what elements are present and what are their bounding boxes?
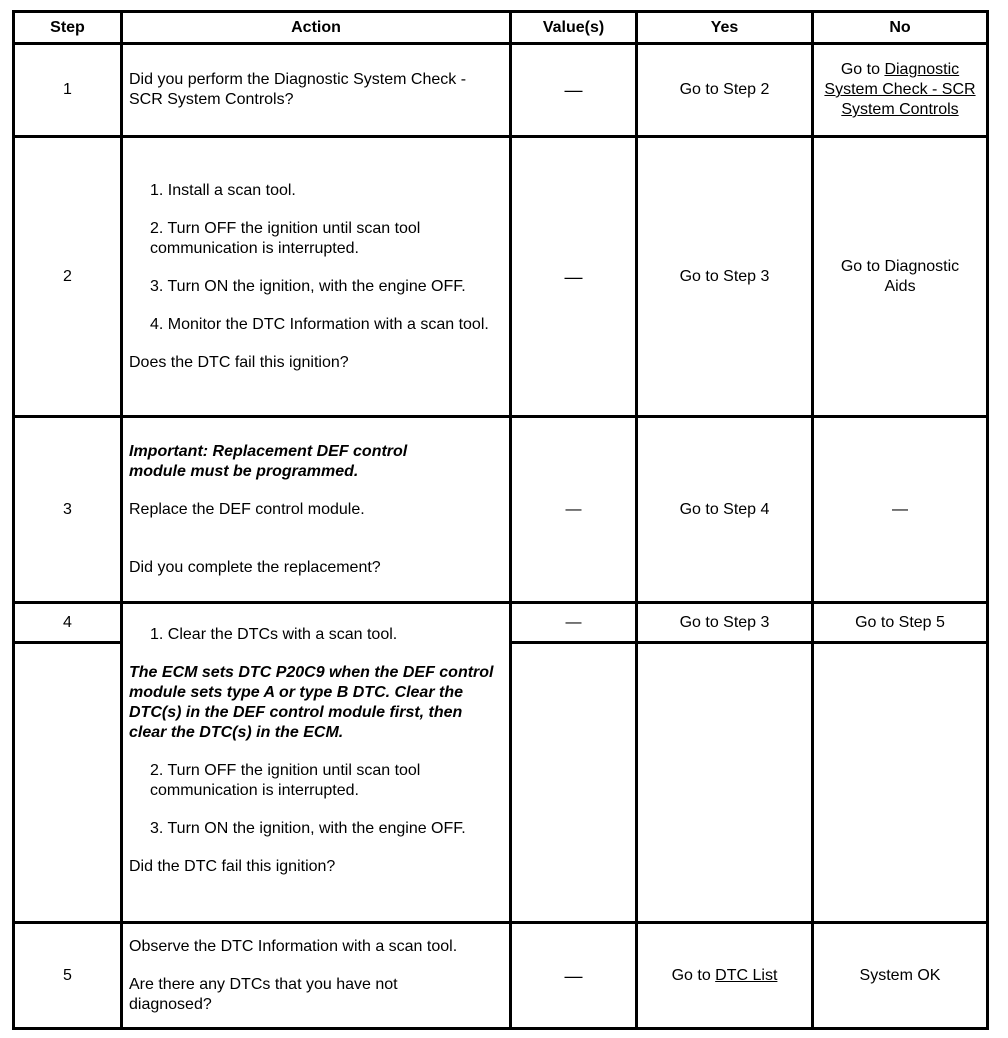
- action-cell: [122, 137, 511, 417]
- step-number: 3: [14, 417, 122, 603]
- dtc-list-link[interactable]: DTC List: [715, 966, 778, 984]
- action-item-3: 3. Turn ON the ignition, with the engine OFF.: [150, 277, 466, 295]
- value-cell: —: [511, 137, 637, 417]
- action-cell: [122, 923, 511, 1029]
- action-item-1: 1. Install a scan tool.: [150, 181, 296, 199]
- step-number: 2: [14, 137, 122, 417]
- value-cell: —: [511, 417, 637, 603]
- no-cell: [813, 44, 988, 137]
- header-yes: Yes: [637, 12, 813, 44]
- yes-prefix: Go to: [671, 966, 716, 984]
- no-cell: Go to Diagnostic Aids: [813, 137, 988, 417]
- action-question: Did you complete the replacement?: [129, 558, 381, 576]
- table-row-step-1: [14, 44, 988, 137]
- value-cell: —: [511, 603, 637, 643]
- no-cell: System OK: [813, 923, 988, 1029]
- yes-cell: [637, 923, 813, 1029]
- table-row-step-4: [14, 603, 988, 643]
- no-cell: —: [813, 417, 988, 603]
- empty-cell: [511, 643, 637, 923]
- action-line: Observe the DTC Information with a scan tool.: [129, 937, 458, 955]
- step-number: 5: [14, 923, 122, 1029]
- header-values: Value(s): [511, 12, 637, 44]
- action-item-2: 2. Turn OFF the ignition until scan tool communication is interrupted.: [150, 219, 421, 257]
- action-item-1: 1. Clear the DTCs with a scan tool.: [150, 626, 398, 643]
- important-note: Important: Replacement DEF control module must be programmed.: [129, 442, 408, 480]
- step-number: 4: [14, 603, 122, 643]
- action-question: Does the DTC fail this ignition?: [129, 353, 349, 371]
- yes-cell: Go to Step 3: [637, 137, 813, 417]
- empty-cell: [637, 643, 813, 923]
- yes-cell: Go to Step 3: [637, 603, 813, 643]
- action-item-3: 3. Turn ON the ignition, with the engine OFF.: [150, 820, 466, 837]
- header-step: Step: [14, 12, 122, 44]
- table-row-step-3: [14, 417, 988, 603]
- diagnostic-table-container: [12, 10, 989, 1030]
- header-action: Action: [122, 12, 511, 44]
- yes-cell: Go to Step 2: [637, 44, 813, 137]
- action-cell: [122, 44, 511, 137]
- yes-cell: Go to Step 4: [637, 417, 813, 603]
- table-row-step-5: [14, 923, 988, 1029]
- diagnostic-system-check-link[interactable]: Diagnostic System Check - SCR System Controls: [824, 61, 976, 118]
- important-note: The ECM sets DTC P20C9 when the DEF control module sets type A or type B DTC. Clear the DTC(s) in the DEF control module first, then clear the DTC(s) in the ECM.: [129, 664, 494, 741]
- action-question: Did you perform the Diagnostic System Check - SCR System Controls?: [129, 71, 467, 108]
- action-question: Are there any DTCs that you have not diagnosed?: [129, 975, 398, 1013]
- empty-cell: [14, 643, 122, 923]
- no-prefix: Go to: [840, 61, 880, 78]
- step-number: 1: [14, 44, 122, 137]
- action-item-4: 4. Monitor the DTC Information with a scan tool.: [150, 315, 489, 333]
- header-no: No: [813, 12, 988, 44]
- table-row-step-2: [14, 137, 988, 417]
- action-instruction: Replace the DEF control module.: [129, 500, 365, 518]
- diagnostic-table: [12, 10, 989, 1030]
- header-row: [14, 12, 988, 44]
- action-question: Did the DTC fail this ignition?: [129, 858, 336, 875]
- action-cell: [122, 603, 511, 923]
- action-cell: [122, 417, 511, 603]
- value-cell: —: [511, 44, 637, 137]
- no-cell: Go to Step 5: [813, 603, 988, 643]
- value-cell: —: [511, 923, 637, 1029]
- empty-cell: [813, 643, 988, 923]
- action-item-2: 2. Turn OFF the ignition until scan tool communication is interrupted.: [150, 762, 421, 799]
